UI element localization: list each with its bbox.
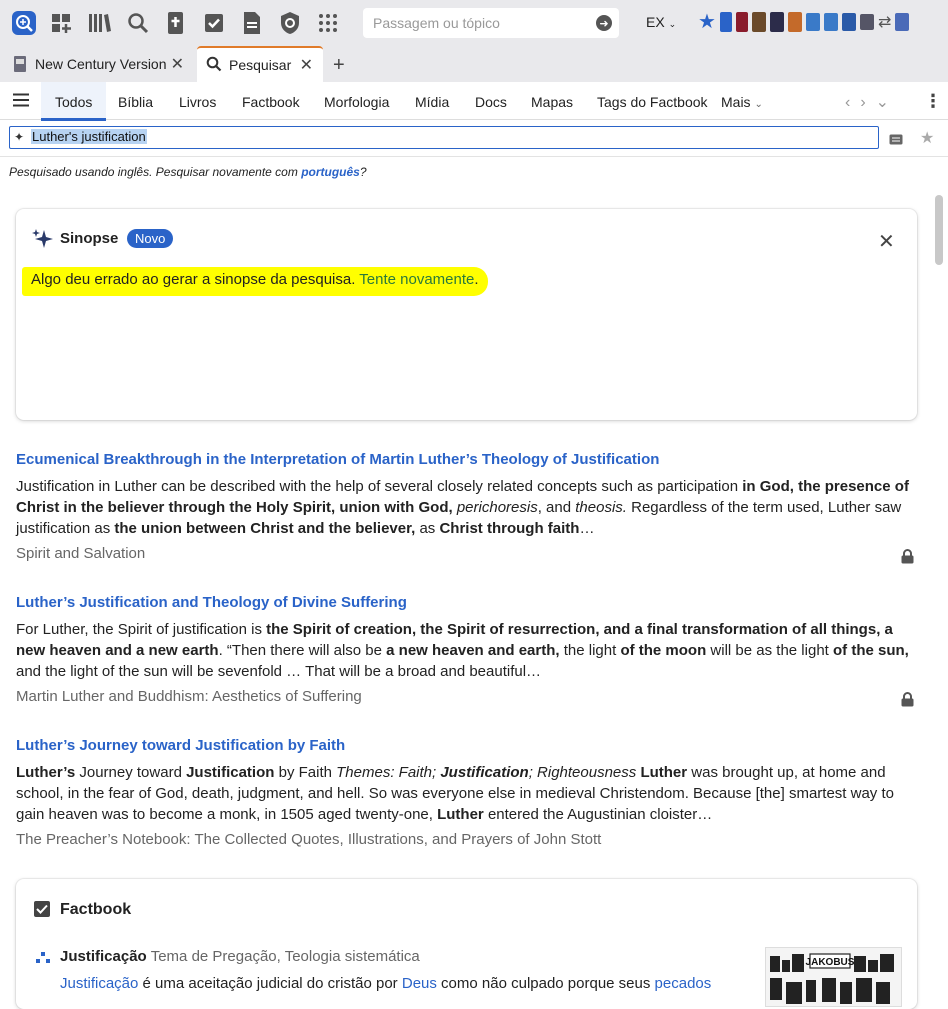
factbook-card <box>16 879 917 1009</box>
snippet-highlight: Luther <box>437 806 484 823</box>
sparkle-icon <box>32 228 54 255</box>
query-text: Luther's justification <box>32 129 146 144</box>
apps-grid-icon[interactable] <box>313 8 343 38</box>
tab-pesquisar[interactable] <box>197 46 323 82</box>
factbook-icon <box>33 900 51 923</box>
result-title-link[interactable]: Luther’s Journey toward Justification by Faith <box>16 737 346 754</box>
chevron-down-icon: ⌄ <box>754 99 763 110</box>
result-title-link[interactable]: Luther’s Justification and Theology of Divine Suffering <box>16 594 407 611</box>
close-icon[interactable]: ✕ <box>878 231 895 253</box>
category-tags-factbook[interactable]: Tags do Factbook <box>597 94 708 110</box>
sync-arrows-icon[interactable]: ⇄ <box>877 14 892 31</box>
snippet-italic: Themes: Faith; <box>336 764 441 781</box>
entry-definition <box>60 975 711 992</box>
search-result <box>16 737 916 848</box>
new-badge: Novo <box>127 229 173 248</box>
category-livros[interactable]: Livros <box>179 94 217 110</box>
tab-new-century-version[interactable] <box>8 46 194 82</box>
synopsis-error-text: Algo deu errado ao gerar a sinopse da pesquisa. <box>31 271 356 288</box>
language-label: EX <box>646 14 665 30</box>
snippet-highlight: of the moon <box>620 642 707 659</box>
category-morfologia[interactable]: Morfologia <box>324 94 390 110</box>
snippet-text: Regardless of the term used, Luther saw justification as <box>16 499 902 537</box>
book-shortcut-icon[interactable] <box>806 13 820 31</box>
search-result <box>16 451 916 562</box>
book-shortcut-icon[interactable] <box>895 13 909 31</box>
search-query-input[interactable] <box>9 126 879 149</box>
passage-search-input[interactable] <box>363 8 619 38</box>
add-tab-icon[interactable]: + <box>333 54 345 76</box>
snippet-italic: perichoresis <box>456 499 538 516</box>
category-factbook[interactable]: Factbook <box>242 94 300 110</box>
category-todos[interactable]: Todos <box>41 82 106 121</box>
passage-search-placeholder: Passagem ou tópico <box>373 15 500 31</box>
snippet-text: entered the Augustinian cloister… <box>483 806 713 823</box>
library-icon[interactable] <box>85 8 115 38</box>
retry-link[interactable]: Tente novamente <box>359 271 475 288</box>
factbook-title: Factbook <box>60 901 132 918</box>
sparkle-icon: ✦ <box>14 130 25 144</box>
tab-label: Pesquisar <box>229 57 292 73</box>
snippet-highlight: Luther <box>640 764 688 781</box>
snippet-text: Justification in Luther can be described with the help of several closely related concepts such as participation <box>16 478 743 495</box>
definition-text: como não culpado porque seus <box>436 975 655 992</box>
result-source[interactable]: The Preacher’s Notebook: The Collected Quotes, Illustrations, and Prayers of John Stott <box>16 831 602 848</box>
favorites-shelf <box>698 12 909 32</box>
search-result <box>16 594 916 705</box>
search-language-notice <box>9 165 367 179</box>
synopsis-title: Sinopse <box>60 230 119 247</box>
result-snippet <box>16 476 916 539</box>
star-icon[interactable]: ★ <box>698 11 716 33</box>
chevron-down-icon: ⌄ <box>668 19 677 29</box>
activity-icon[interactable] <box>860 14 874 30</box>
snippet-highlight: a new heaven and earth, <box>386 642 560 659</box>
book-shortcut-icon[interactable] <box>770 12 784 32</box>
book-shortcut-icon[interactable] <box>842 13 856 31</box>
lock-icon <box>901 692 914 712</box>
close-tab-icon[interactable]: ✕ <box>299 57 313 74</box>
snippet-text: and the light of the sun will be sevenfold … That will be a broad and beautiful… <box>16 663 542 680</box>
entry-tags: Tema de Pregação, Teologia sistemática <box>150 948 420 965</box>
topic-icon <box>36 951 50 969</box>
result-title-link[interactable]: Ecumenical Breakthrough in the Interpretation of Martin Luther’s Theology of Justification <box>16 451 660 468</box>
book-shortcut-icon[interactable] <box>824 13 838 31</box>
definition-link[interactable]: Justificação <box>60 975 139 992</box>
definition-link[interactable]: Deus <box>401 975 437 992</box>
snippet-highlight: Luther’s <box>16 764 76 781</box>
more-options-icon[interactable]: ⋮ <box>924 91 942 111</box>
scrollbar-thumb[interactable] <box>935 195 943 265</box>
result-snippet <box>16 762 916 825</box>
notice-text: Pesquisado usando inglês. Pesquisar novamente com <box>9 165 302 179</box>
snippet-text: as <box>415 520 440 537</box>
snippet-highlight: Christ through faith <box>439 520 580 537</box>
tab-strip <box>0 46 948 82</box>
language-selector[interactable] <box>646 14 676 30</box>
search-icon[interactable] <box>123 8 153 38</box>
result-source[interactable]: Martin Luther and Buddhism: Aesthetics of Suffering <box>16 688 362 705</box>
category-mais-label: Mais <box>721 94 751 110</box>
thumbnail-label: JAKOBUS <box>805 957 855 968</box>
keyboard-icon[interactable] <box>889 132 903 150</box>
tab-label: New Century Version <box>35 56 167 72</box>
favorite-star-icon[interactable]: ★ <box>920 130 935 147</box>
search-portuguese-link[interactable]: português <box>301 165 360 179</box>
menu-icon[interactable] <box>13 93 29 112</box>
add-panel-icon[interactable] <box>47 8 77 38</box>
book-shortcut-icon[interactable] <box>752 12 766 32</box>
notice-suffix: ? <box>359 165 367 179</box>
category-mapas[interactable]: Mapas <box>531 94 574 110</box>
snippet-highlight: Justification <box>186 764 275 781</box>
snippet-text: will be as the light <box>706 642 833 659</box>
snippet-highlight: of the sun, <box>833 642 909 659</box>
factbook-entry[interactable] <box>60 948 420 965</box>
go-arrow-icon[interactable]: ➜ <box>596 15 612 31</box>
book-shortcut-icon[interactable] <box>720 12 732 32</box>
guides-icon[interactable] <box>161 8 191 38</box>
entry-thumbnail[interactable] <box>765 947 902 1007</box>
snippet-text: … <box>579 520 595 537</box>
book-icon <box>13 55 27 76</box>
snippet-text: Journey toward <box>75 764 187 781</box>
snippet-highlight: Justification <box>440 764 529 781</box>
synopsis-error-message <box>22 267 488 296</box>
book-shortcut-icon[interactable] <box>788 12 802 32</box>
tools-icon[interactable] <box>275 8 305 38</box>
divider <box>0 156 948 157</box>
lock-icon <box>901 549 914 569</box>
synopsis-card <box>16 209 917 420</box>
nav-history-arrows[interactable]: ‹›⌄ <box>845 94 900 111</box>
snippet-text: For Luther, the Spirit of justification is <box>16 621 267 638</box>
category-docs[interactable]: Docs <box>475 94 507 110</box>
category-biblia[interactable]: Bíblia <box>118 94 154 110</box>
snippet-text: by Faith <box>274 764 337 781</box>
search-icon <box>206 56 222 75</box>
category-mais[interactable] <box>721 94 763 110</box>
result-snippet <box>16 619 916 682</box>
period: . <box>474 271 479 288</box>
snippet-highlight: the union between Christ and the believer, <box>114 520 416 537</box>
result-source[interactable]: Spirit and Salvation <box>16 545 146 562</box>
snippet-highlight: the Spirit of creation, the Spirit of resurrection, and a final transformation of all things, a new heaven and a new earth <box>16 621 893 659</box>
snippet-italic: ; Righteousness <box>528 764 641 781</box>
documents-icon[interactable] <box>237 8 267 38</box>
book-shortcut-icon[interactable] <box>736 12 748 32</box>
tasks-icon[interactable] <box>199 8 229 38</box>
search-category-nav <box>0 82 948 120</box>
definition-text: é uma aceitação judicial do cristão por <box>138 975 402 992</box>
snippet-text: was brought up, at home and school, in the fear of God, death, judgment, and hell. So was everyone else in medieval Christendom. Because [the] smartest way to gain heaven was to become a monk, in 1505 aged twenty-one, <box>16 764 894 823</box>
category-midia[interactable]: Mídia <box>415 94 450 110</box>
snippet-highlight: in God, the presence of Christ in the believer through the Holy Spirit, union with God, <box>16 478 909 516</box>
entry-name: Justificação <box>60 948 147 965</box>
close-tab-icon[interactable]: ✕ <box>170 56 184 73</box>
snippet-text: the light <box>559 642 621 659</box>
definition-link[interactable]: pecados <box>654 975 712 992</box>
app-home-icon[interactable] <box>9 8 39 38</box>
snippet-italic: theosis. <box>575 499 627 516</box>
snippet-text: , and <box>537 499 576 516</box>
snippet-text: . “Then there will also be <box>218 642 387 659</box>
